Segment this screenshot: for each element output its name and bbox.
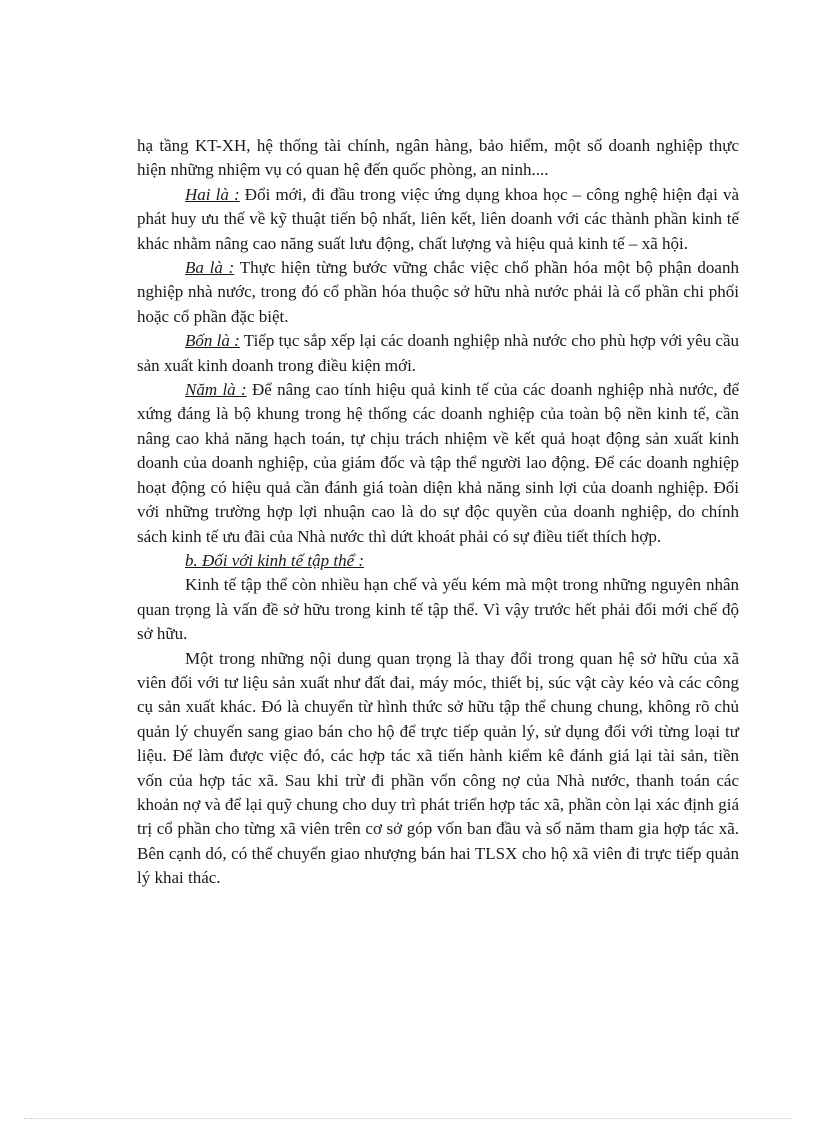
- section-heading: b. Đối với kinh tế tập thể :: [185, 550, 365, 570]
- paragraph-text: Một trong những nội dung quan trọng là thay đổi trong quan hệ sở hữu của xã viên đối với tư liệu sản xuất như đất đai, máy móc, thiết bị, súc vật cày kéo và các công cụ sản xuất khác. Đó là chuyển từ hình thức sở hữu tập thể chung chung, không rõ chủ quản lý chuyển sang giao bán cho hộ để trực tiếp quản lý, sử dụng đối với từng loại tư liệu. Để làm được việc đó, các hợp tác xã tiến hành kiểm kê đánh giá lại tài sản, tiền vốn của hợp tác xã. Sau khi trừ đi phần vốn công nợ của Nhà nước, thanh toán các khoản nợ và để lại quỹ chung cho duy trì phát triển hợp tác xã, phần còn lại xác định giá trị cổ phần cho từng xã viên trên cơ sở góp vốn ban đầu và số năm tham gia hợp tác xã. Bên cạnh dó, có thể chuyển giao nhượng bán hai TLSX cho hộ xã viên đi trực tiếp quản lý khai thác.: [137, 648, 739, 888]
- paragraph-text: Tiếp tục sắp xếp lại các doanh nghiệp nhà nước cho phù hợp với yêu cầu sản xuất kinh doanh trong điều kiện mới.: [137, 331, 739, 375]
- paragraph-lead: Năm là :: [185, 380, 247, 400]
- paragraph-text: Kinh tế tập thể còn nhiều hạn chế và yếu kém mà một trong những nguyên nhân quan trọng là vấn đề sở hữu trong kinh tế tập thể. Vì vậy trước hết phải đổi mới chế độ sở hữu.: [137, 575, 739, 644]
- section-heading-kinh-te-tap-the: [137, 549, 739, 573]
- paragraph-lead: Hai là :: [185, 184, 240, 204]
- paragraph-nam-la: [137, 378, 739, 549]
- paragraph-noi-dung-quan-trong: [137, 647, 739, 891]
- paragraph-ba-la: [137, 256, 739, 329]
- document-body: [137, 134, 739, 891]
- paragraph-hai-la: [137, 183, 739, 256]
- paragraph-text: Thực hiện từng bước vững chắc việc chổ phần hóa một bộ phận doanh nghiệp nhà nước, trong đó cổ phần hóa thuộc sở hữu nhà nước phải là cổ phần chi phối hoặc cổ phần đặc biệt.: [137, 258, 739, 326]
- paragraph-lead: Ba là :: [185, 258, 235, 278]
- paragraph-text: Đổi mới, đi đầu trong việc ứng dụng khoa học – công nghệ hiện đại và phát huy ưu thế về kỹ thuật tiến bộ nhất, liên kết, liên doanh với các thành phần kinh tế khác nhằm nâng cao năng suất lưu động, chất lượng và hiệu quả kinh tế – xã hội.: [137, 184, 739, 253]
- page-bottom-divider: [24, 1118, 792, 1119]
- paragraph-text: hạ tầng KT-XH, hệ thống tài chính, ngân hàng, bảo hiểm, một số doanh nghiệp thực hiện những nhiệm vụ có quan hệ đến quốc phòng, an ninh....: [137, 136, 739, 180]
- paragraph-1: [137, 134, 739, 183]
- paragraph-bon-la: [137, 329, 739, 378]
- paragraph-lead: Bốn là :: [185, 331, 240, 351]
- paragraph-kinh-te-tap-the: [137, 573, 739, 646]
- paragraph-text: Để nâng cao tính hiệu quả kinh tế của các doanh nghiệp nhà nước, để xứng đáng là bộ khung trong hệ thống các doanh nghiệp của toàn bộ nền kinh tế, cần nâng cao khả năng hạch toán, tự chịu trách nhiệm về kết quả hoạt động sản xuất kinh doanh của doanh nghiệp, của giám đốc và tập thể người lao động. Để các doanh nghiệp hoạt động có hiệu quả cần đánh giá toàn diện khả năng sinh lợi của doanh nghiệp. Đối với những trường hợp lợi nhuận cao là do sự độc quyền của doanh nghiệp, do chính sách kinh tế ưu đãi của Nhà nước thì dứt khoát phải có sự điều tiết thích hợp.: [137, 380, 740, 546]
